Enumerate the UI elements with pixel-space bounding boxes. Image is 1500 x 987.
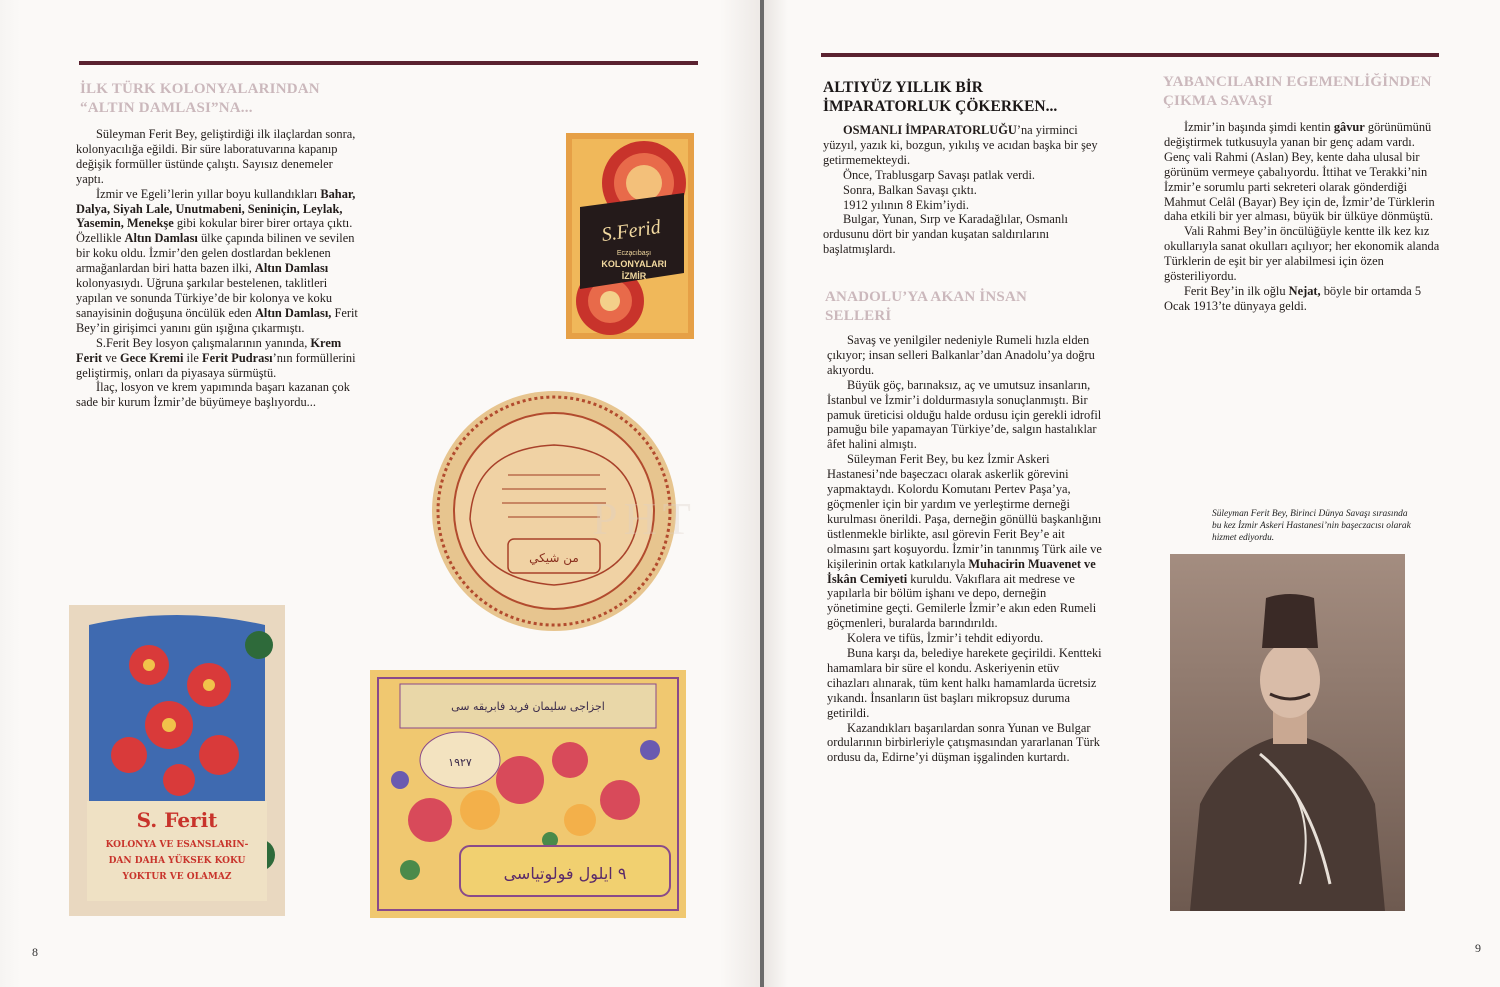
- kolonya-box-label-art: [566, 133, 694, 339]
- paragraph: İzmir ve Egeli’lerin yıllar boyu kullandıkları Bahar, Dalya, Siyah Lale, Unutmabeni, Seniniçin, Leylak, Yasemin, Menekşe gibi kokular birer birer ortaya çıktı. Özellikle Altın Damlası ülke çapında bilinen ve sevilen bir koku oldu. İzmir’den gelen dostlardan beklenen armağanlardan biri hatta bazen ilki, Altın Damlası kolonyasıydı. Uğruna şarkılar bestelenen, taklitleri yapılan ve sonunda Türkiye’de bir kolonya ve koku sanayisinin doğuşuna öncülük eden Altın Damlası, Ferit Bey’in girişimci yanını gün ışığına çıkarmıştı.: [76, 186, 358, 335]
- col1-heading-line2: İMPARATORLUK ÇÖKERKEN...: [823, 98, 1058, 115]
- left-heading: [80, 80, 410, 118]
- poster-line1: KOLONYA VE ESANSLARIN-: [105, 840, 249, 850]
- paragraph: 1912 yılının 8 Ekim’iydi.: [843, 197, 969, 212]
- bold-run: Ferit Pudrası: [202, 350, 273, 365]
- kolonya-box-label-image: [566, 133, 694, 339]
- paragraph: İzmir’in başında şimdi kentin gâvur görünümünü değiştirmek tutkusuyla yanan bir genç adam vardı. Genç vali Rahmi (Aslan) Bey, kente daha ulusal bir görünüm vermeye çabalıyordu. İttihat ve Terakki’nin İzmir’e sorumlu parti sekreteri olarak gönderdiği Mahmut Celâl (Bayar) Bey için de, İzmir’de Türklerin daha etkili bir yer alması, büyük bir ülküye dönmüştü.: [1164, 120, 1435, 224]
- ferit-bey-portrait-photo: [1170, 554, 1405, 911]
- round-label-bottom-text: من شيكي: [529, 551, 579, 565]
- photo-caption: Süleyman Ferit Bey, Birinci Dünya Savaşı sırasında bu kez İzmir Askeri Hastanesi’nin başeczacısı olarak hizmet ediyordu.: [1212, 509, 1411, 543]
- bold-run: Muhacirin Muavenet ve İskân Cemiyeti: [827, 556, 1096, 586]
- box-label-brand: S.Ferid: [600, 216, 663, 247]
- col2-body-text: [1164, 120, 1442, 314]
- paragraph: Büyük göç, barınaksız, aç ve umutsuz insanların, İstanbul ve İzmir’i doldurmasıyla sonuçlanmıştı. Bir pamuk üreticisi olduğu halde ordusu için gerekli idrofil pamuğu bile yapamayan Türkiye’de, salgın hastalıklar âfet halini almıştı.: [827, 377, 1102, 452]
- col1-body-text2: [827, 333, 1103, 765]
- left-heading-line2: “ALTIN DAMLASI”NA...: [80, 100, 253, 116]
- paragraph: Önce, Trablusgarp Savaşı patlak verdi.: [843, 167, 1036, 182]
- col1-heading: [823, 78, 1113, 116]
- bold-run: Krem Ferit: [76, 335, 342, 365]
- paragraph: Sonra, Balkan Savaşı çıktı.: [843, 182, 977, 197]
- bold-run: Altın Damlası,: [254, 305, 332, 320]
- poster-label-art: [69, 605, 285, 916]
- floral-label-year: ١٩٢٧: [448, 756, 472, 769]
- paragraph: Kolera ve tifüs, İzmir’i tehdit ediyordu.: [847, 631, 1044, 646]
- paragraph: Savaş ve yenilgiler nedeniyle Rumeli hızla elden çıkıyor; insan selleri Balkanlar’dan Anadolu’ya doğru akıyordu.: [827, 333, 1095, 377]
- col1-heading2-line1: ANADOLU’YA AKAN İNSAN: [825, 289, 1028, 305]
- right-page: [764, 0, 1500, 987]
- poster-line3: YOKTUR VE OLAMAZ: [122, 872, 232, 882]
- left-body-text: [76, 127, 360, 410]
- bold-run: OSMANLI İMPARATORLUĞU: [843, 123, 1017, 137]
- top-rule-left: [79, 61, 698, 65]
- bold-run: gâvur: [1333, 120, 1365, 134]
- box-label-line3: İZMİR: [621, 271, 647, 281]
- bold-run: Altın Damlası: [254, 261, 329, 276]
- bold-run: Bahar, Dalya, Siyah Lale, Unutmabeni, Seniniçin, Leylak, Yasemin, Menekşe: [76, 186, 356, 231]
- floral-label-bottom: ٩ ایلول فولوتیاسی: [503, 864, 627, 883]
- watermark-text: PHT: [592, 493, 697, 544]
- floral-ottoman-label-image: [370, 670, 686, 918]
- poster-brand: S. Ferit: [136, 808, 218, 832]
- page-number-left: 8: [32, 945, 38, 959]
- col1-heading2: [825, 288, 1115, 326]
- paragraph: Süleyman Ferit Bey, bu kez İzmir Askeri Hastanesi’nde başeczacı olarak askerlik görevini yapmaktaydı. Kolordu Komutanı Pertev Paşa’ya, göçmenler için bir yardım ve yerleştirme derneği kurulması önerildi. Paşa, derneğin gönüllü başkanlığını üstlenmekle birlikte, asıl görevin Ferit Bey’e ait olmasını şart koşuyordu. İzmir’in tanınmış Türk aile ve kişilerinin ortak katkılarıyla Muhacirin Muavenet ve İskân Cemiyeti kuruldu. Vakıflara ait medrese ve yapılarla bir bölüm işhanı ve depo, derneğin yönetimine geçti. Gemilerle İzmir’e akın eden Rumeli göçmenleri, buralarda barındırıldı.: [827, 452, 1102, 631]
- col2-heading-line2: ÇIKMA SAVAŞI: [1163, 93, 1273, 109]
- s-ferit-poster-label-image: [69, 605, 285, 916]
- poster-line2: DAN DAHA YÜKSEK KOKU: [108, 856, 246, 866]
- floral-label-art: [370, 670, 686, 918]
- paragraph: Süleyman Ferit Bey, geliştirdiği ilk ilaçlardan sonra, kolonyacılığa eğildi. Bir süre laboratuvarına kapanıp değişik formüller üstünde çalıştı. Sayısız denemeler yaptı.: [76, 127, 356, 186]
- paragraph: Bulgar, Yunan, Sırp ve Karadağlılar, Osmanlı ordusunu dört bir yandan kuşatan saldırılarını başlatmışlardı.: [823, 212, 1068, 257]
- box-label-line2: KOLONYALARI: [601, 259, 667, 269]
- bold-run: Altın Damlası: [124, 231, 198, 246]
- top-rule-right: [821, 53, 1439, 57]
- floral-label-top: اجزاجی سلیمان فرید فابریقه سی: [451, 700, 605, 713]
- paragraph: Ferit Bey’in ilk oğlu Nejat, böyle bir ortamda 5 Ocak 1913’te dünyaya geldi.: [1164, 283, 1422, 313]
- col1-heading-line1: ALTIYÜZ YILLIK BİR: [823, 79, 983, 96]
- page-number-right: 9: [1475, 941, 1481, 955]
- bold-run: Gece Kremi: [120, 350, 184, 365]
- paragraph: Kazandıkları başarılardan sonra Yunan ve Bulgar ordularının birbirleriyle çatışmasından yararlanan Türk ordusu da, Edirne’yi düşman işgalinden kurtardı.: [827, 720, 1100, 765]
- col2-heading: [1163, 73, 1463, 111]
- col1-heading2-line2: SELLERİ: [825, 308, 892, 324]
- col2-heading-line1: YABANCILARIN EGEMENLİĞİNDEN: [1163, 74, 1432, 90]
- paragraph: OSMANLI İMPARATORLUĞU’na yirminci yüzyıl, yazık ki, bozgun, yıkılış ve acıdan başka bir şey getirmemekteydi.: [823, 123, 1098, 167]
- paragraph: Vali Rahmi Bey’in öncülüğüyle kentte ilk kez kız okullarıyla sanat okulları açılıyor; her ekonomik alanda Türklerin de eşit bir yer alabilmesi için özen gösteriliyordu.: [1164, 224, 1440, 284]
- col1-body-text: [823, 123, 1098, 257]
- bold-run: Nejat,: [1288, 283, 1321, 298]
- paragraph: S.Ferit Bey losyon çalışmalarının yanında, Krem Ferit ve Gece Kremi ile Ferit Pudrası’nın formüllerini geliştirmiş, onları da piyasaya sürmüştü.: [76, 335, 356, 380]
- portrait-art: [1170, 554, 1405, 911]
- paragraph: Buna karşı da, belediye harekete geçirildi. Kentteki hamamlara bir süre el kondu. Askeriyenin etüv cihazları alınarak, tüm kent halkı hamamlarda ücretsiz yıkandı. İnsanların üst başları mikropsuz duruma getirildi.: [827, 646, 1102, 720]
- left-heading-line1: İLK TÜRK KOLONYALARINDAN: [80, 81, 320, 97]
- box-label-line1: Ecza̧cıbaşı: [616, 250, 652, 257]
- paragraph: İlaç, losyon ve krem yapımında başarı kazanan çok sade bir kurum İzmir’de büyümeye başlıyordu...: [76, 380, 350, 410]
